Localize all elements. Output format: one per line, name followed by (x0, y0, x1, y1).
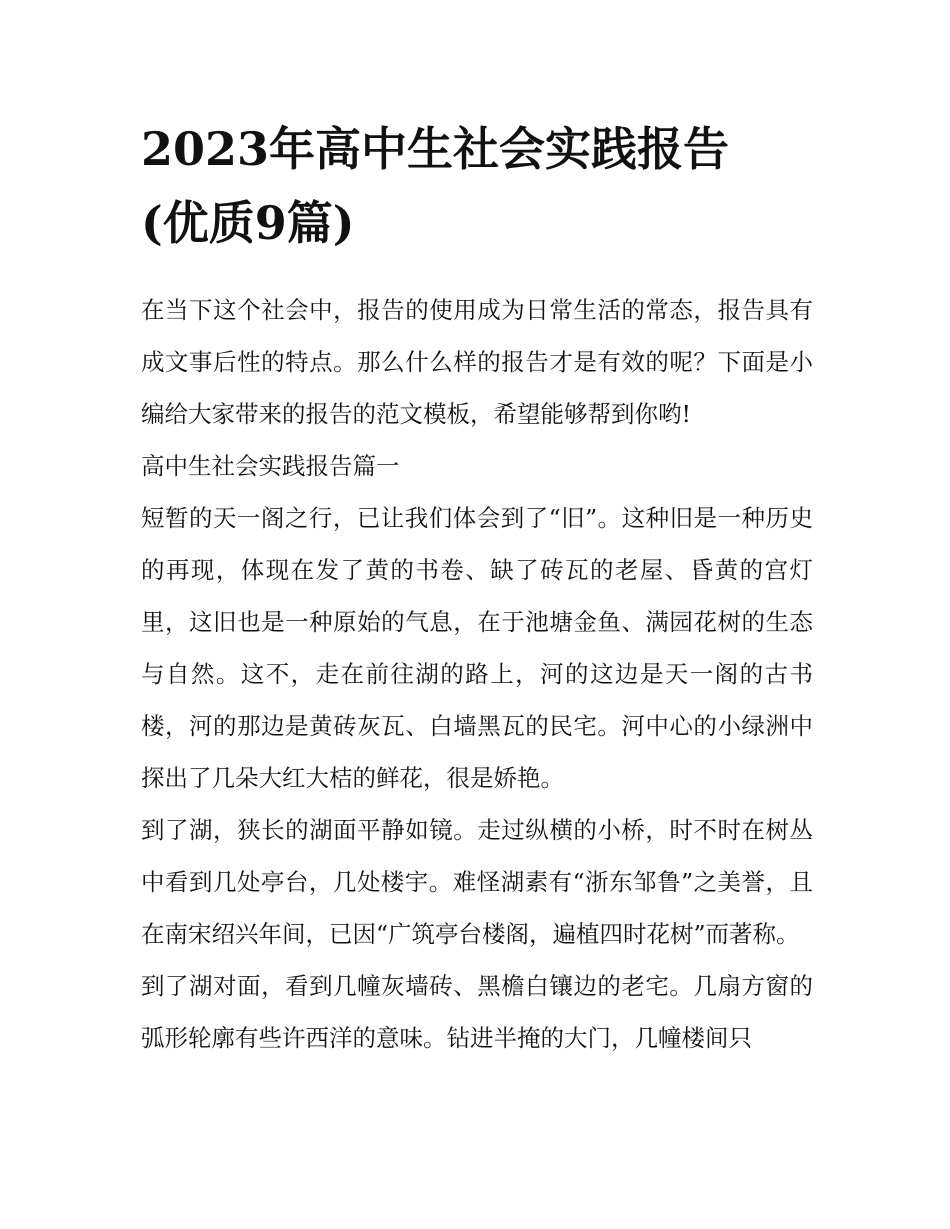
title-line-1: 2023年高中生社会实践报告 (141, 122, 730, 176)
body-paragraph-2: 到了湖，狭长的湖面平静如镜。走过纵横的小桥，时不时在树丛中看到几处亭台，几处楼宇。难怪湖素有“浙东邹鲁”之美誉，且在南宋绍兴年间，已因“广筑亭台楼阁，遍植四时花树”而著称。 (141, 816, 813, 948)
document-body (141, 284, 813, 1064)
intro-paragraph: 在当下这个社会中，报告的使用成为日常生活的常态，报告具有成文事后性的特点。那么什么样的报告才是有效的呢？下面是小编给大家带来的报告的范文模板，希望能够帮到你哟! (141, 296, 813, 428)
body-paragraph-1: 短暂的天一阁之行，已让我们体会到了“旧”。这种旧是一种历史的再现，体现在发了黄的书卷、缺了砖瓦的老屋、昏黄的宫灯里，这旧也是一种原始的气息，在于池塘金鱼、满园花树的生态与自然。这不，走在前往湖的路上，河的这边是天一阁的古书楼，河的那边是黄砖灰瓦、白墙黑瓦的民宅。河中心的小绿洲中探出了几朵大红大桔的鲜花，很是娇艳。 (141, 504, 813, 792)
document-title (141, 112, 813, 260)
section-heading: 高中生社会实践报告篇一 (141, 452, 400, 480)
document-page (141, 112, 813, 1064)
body-paragraph-3: 到了湖对面，看到几幢灰墙砖、黑檐白镶边的老宅。几扇方窗的弧形轮廓有些许西洋的意味。钻进半掩的大门，几幢楼间只 (141, 972, 813, 1052)
title-line-2: (优质9篇) (141, 196, 355, 250)
